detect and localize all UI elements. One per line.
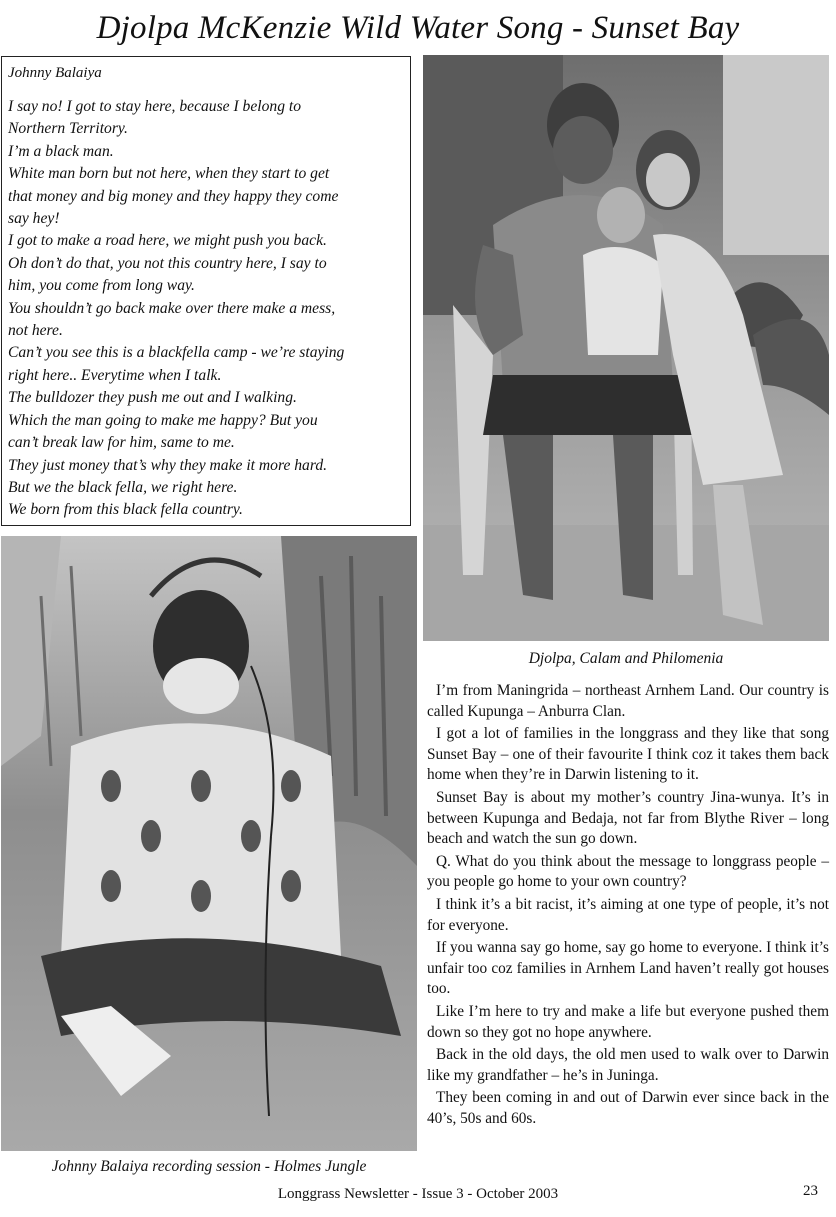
poem-line: that money and big money and they happy they come xyxy=(8,187,339,205)
family-photo xyxy=(423,55,829,641)
article-paragraph: Back in the old days, the old men used to walk over to Darwin like my grandfather – he’s in Juninga. xyxy=(427,1046,829,1084)
johnny-photo xyxy=(1,536,417,1151)
article-body xyxy=(427,681,829,1131)
poem-line: I say no! I got to stay here, because I belong to xyxy=(8,98,302,115)
article-paragraph: Like I’m here to try and make a life but everyone pushed them down so they got no hope anywhere. xyxy=(427,1002,829,1041)
poem-line: We born from this black fella country. xyxy=(8,501,243,519)
poem-line: him, you come from long way. xyxy=(8,277,195,295)
article-paragraph: Sunset Bay is about my mother’s country Jina-wunya. It’s in between Kupunga and Bedaja, not far from Blythe River – long beach and watch the sun go down. xyxy=(427,788,829,848)
article-paragraph: I got a lot of families in the longgrass and they like that song Sunset Bay – one of their favourite I think coz it takes them back home when they’re in Darwin listening to it. xyxy=(427,725,829,784)
article-paragraph: They been coming in and out of Darwin ever since back in the 40’s, 50s and 60s. xyxy=(427,1089,829,1127)
article-paragraph: I’m from Maningrida – northeast Arnhem Land. Our country is called Kupunga – Anburra Clan. xyxy=(427,682,829,720)
poem-line: But we the black fella, we right here. xyxy=(8,478,238,496)
poem-author: Johnny Balaiya xyxy=(8,65,102,81)
poem-line: Which the man going to make me happy? But you xyxy=(8,411,318,429)
johnny-photo-caption: Johnny Balaiya recording session - Holmes Jungle xyxy=(51,1158,367,1175)
article-paragraph: Q. What do you think about the message to longgrass people – you people go home to your own country? xyxy=(427,852,829,891)
johnny-photo-image xyxy=(1,536,417,1151)
family-photo-caption: Djolpa, Calam and Philomenia xyxy=(528,650,724,667)
poem-line: right here.. Everytime when I talk. xyxy=(8,366,222,384)
poem-line: They just money that’s why they make it more hard. xyxy=(8,456,328,474)
poem-line: The bulldozer they push me out and I walking. xyxy=(8,389,297,407)
family-photo-image xyxy=(423,55,829,641)
page-title: Djolpa McKenzie Wild Water Song - Sunset Bay xyxy=(96,10,740,46)
poem-box xyxy=(1,56,411,526)
poem-line: Can’t you see this is a blackfella camp - we’re staying xyxy=(8,344,345,362)
page-number: 23 xyxy=(803,1183,818,1199)
poem-line: I’m a black man. xyxy=(8,142,114,160)
poem-line: not here. xyxy=(8,322,63,340)
poem-line: say hey! xyxy=(8,210,60,228)
poem-line: I got to make a road here, we might push you back. xyxy=(8,232,327,250)
article-paragraph: I think it’s a bit racist, it’s aiming at one type of people, it’s not for everyone. xyxy=(427,895,829,934)
poem-line: Northern Territory. xyxy=(8,120,128,138)
poem-lines xyxy=(8,96,404,522)
poem-line: You shouldn’t go back make over there make a mess, xyxy=(8,299,336,317)
poem-line: Oh don’t do that, you not this country here, I say to xyxy=(8,254,327,272)
newsletter-footer: Longgrass Newsletter - Issue 3 - October 2003 xyxy=(277,1186,559,1202)
article-paragraph: If you wanna say go home, say go home to everyone. I think it’s unfair too coz families in Arnhem Land haven’t really got houses too. xyxy=(427,939,829,998)
poem-line: White man born but not here, when they start to get xyxy=(8,165,330,183)
poem-line: can’t break law for him, same to me. xyxy=(8,434,235,452)
